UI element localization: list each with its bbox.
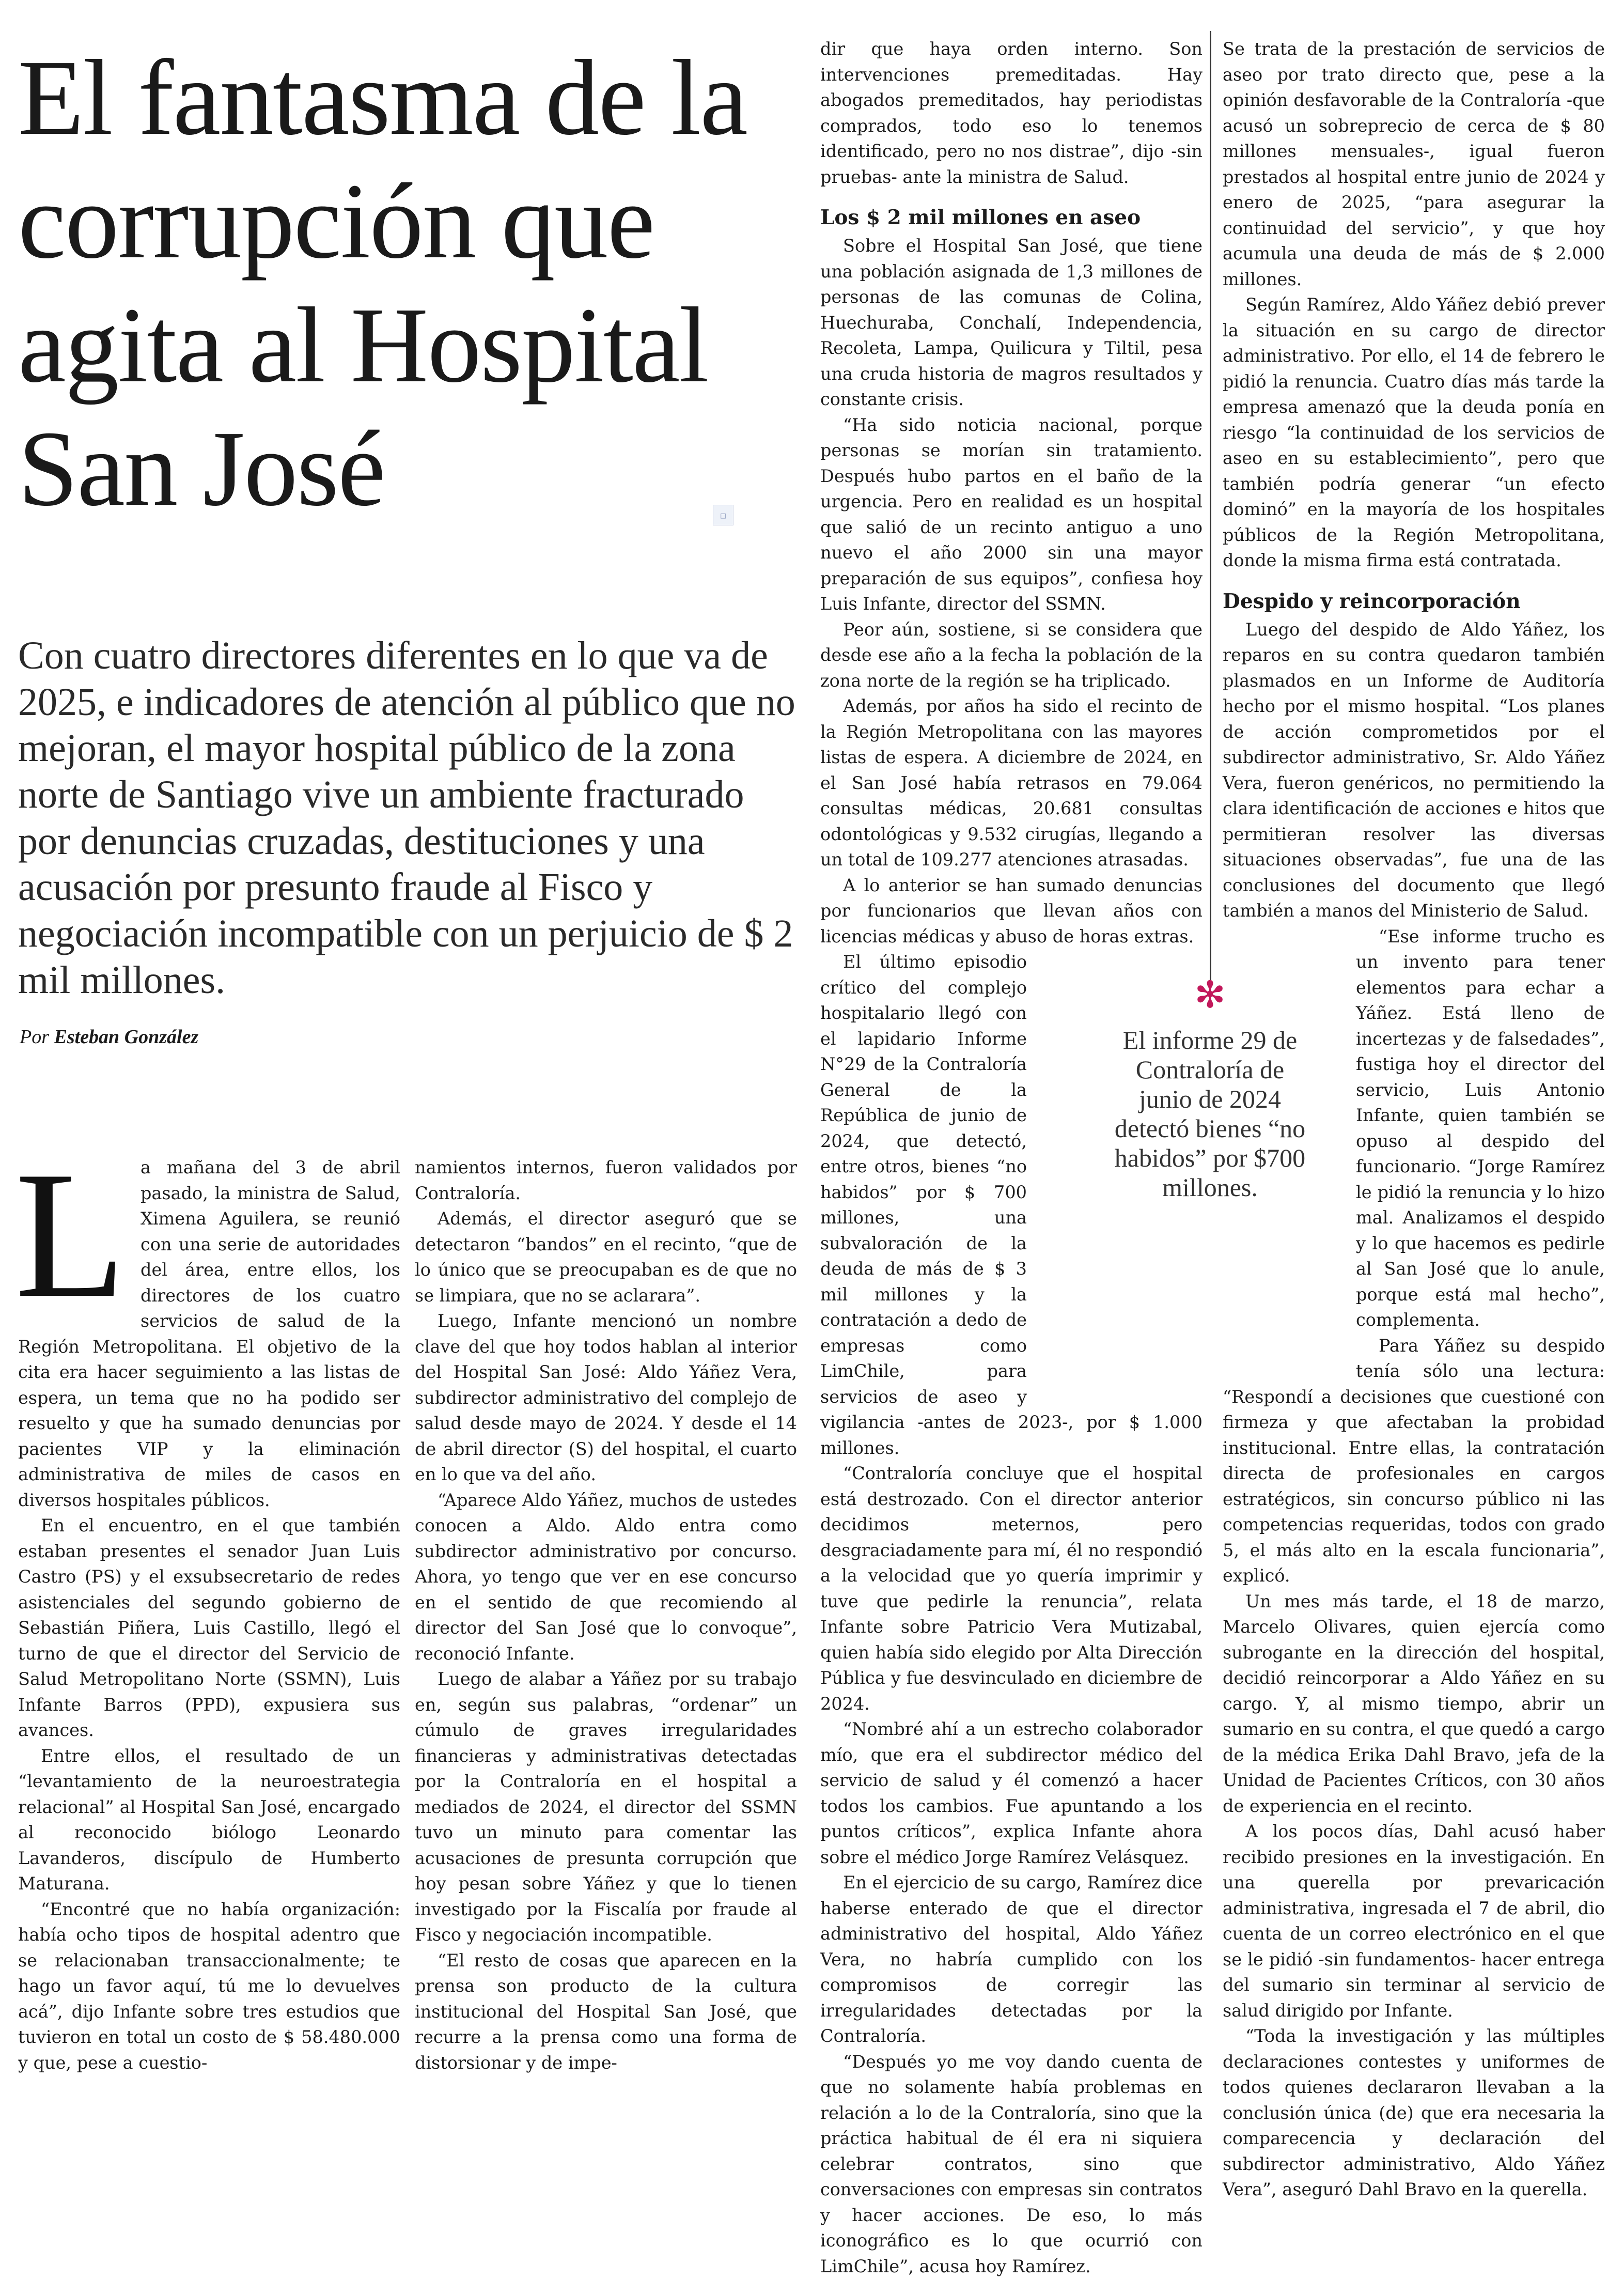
paragraph: Según Ramírez, Aldo Yáñez debió prever la situación en su cargo de director administrativo. Por ello, el 14 de febrero le pidió la renuncia. Cuatro días más tarde la empresa amenazó que la deuda ponía en riesgo “la continuidad de los servicios de aseo en su establecimiento”, pero que también podría generar “un efecto dominó” en la mayoría de los hospitales públicos de la Región Metropolitana, donde la misma firma está contratada. — [1223, 292, 1605, 573]
paragraph: Sobre el Hospital San José, que tiene una población asignada de 1,3 millones de personas de las comunas de Colina, Huechuraba, Conchalí, Independencia, Recoleta, Lampa, Quilicura y Tiltil, pesa una cruda historia de magros resultados y constante crisis. — [820, 233, 1203, 412]
article-column-1 — [18, 1155, 400, 2075]
paragraph: “Nombré ahí a un estrecho colaborador mío, que era el subdirector médico del servicio de salud y él comenzó a hacer todos los cambios. Fue apuntando a los puntos críticos”, explica Infante ahora sobre el médico Jorge Ramírez Velásquez. — [820, 1716, 1203, 1870]
article-column-2 — [415, 1155, 797, 2075]
paragraph: “Aparece Aldo Yáñez, muchos de ustedes conocen a Aldo. Aldo entra como subdirector administrativo por concurso. Ahora, yo tengo que ver en ese concurso en el sentido de que recomiendo al director del San José que lo convoque”, reconoció Infante. — [415, 1487, 797, 1667]
paragraph: “Encontré que no había organización: había ocho tipos de hospital adentro que se relacionaban transaccionalmente; te hago un favor aquí, tú me lo devuelves acá”, dijo Infante sobre tres estudios que tuvieron en total un costo de $ 58.480.000 y que, pese a cuestio- — [18, 1897, 400, 2076]
paragraph: A los pocos días, Dahl acusó haber recibido presiones en la investigación. En una querella por prevaricación administrativa, ingresada el 7 de abril, dio cuenta de un correo electrónico en el que se le pidió -sin fundamentos- hacer entrega del sumario sin terminar al servicio de salud dirigido por Infante. — [1223, 1819, 1605, 2023]
byline-prefix: Por — [20, 1026, 49, 1048]
paragraph: En el ejercicio de su cargo, Ramírez dice haberse enterado de que el director administrativo del hospital, Aldo Yáñez Vera, no habría cumplido con los compromisos de corregir las irregularidades detectadas por la Contraloría. — [820, 1870, 1203, 2049]
pullquote-text: El informe 29 de Contraloría de junio de 2024 detectó bienes “no habidos” por $700 millones. — [1113, 1026, 1307, 1202]
paragraph: Además, por años ha sido el recinto de la Región Metropolitana con las mayores listas de espera. A diciembre de 2024, en el San José había retrasos en 79.064 consultas médicas, 20.681 consultas odontológicas y 9.532 cirugías, llegando a un total de 109.277 atenciones atrasadas. — [820, 693, 1203, 873]
paragraph: Para Yáñez su despido tenía sólo una lectura: “Respondí a decisiones que cuestioné con firmeza y que afectaban la probidad institucional. Entre ellas, la contratación directa de profesionales en cargos estratégicos, sin concurso público ni las competencias requeridas, todos con grado 5, el más alto en la escala funcionaria”, explicó. — [1223, 1333, 1605, 1589]
paragraph: dir que haya orden interno. Son intervenciones premeditadas. Hay abogados premeditados, hay periodistas comprados, todo eso lo tenemos identificado, pero no nos distrae”, dijo -sin pruebas- ante la ministra de Salud. — [820, 36, 1203, 190]
byline — [20, 1026, 198, 1048]
section-subhead-aseo: Los $ 2 mil millones en aseo — [820, 204, 1203, 231]
paragraph: “Ha sido noticia nacional, porque personas se morían sin tratamiento. Después hubo partos en el baño de la urgencia. Pero en realidad es un hospital que salió de un recinto antiguo a uno nuevo el año 2000 sin una mayor preparación de sus equipos”, confiesa hoy Luis Infante, director del SSMN. — [820, 412, 1203, 617]
paragraph: Entre ellos, el resultado de un “levantamiento de la neuroestrategia relacional” al Hospital San José, encargado al reconocido biólogo Leonardo Lavanderos, discípulo de Humberto Maturana. — [18, 1743, 400, 1897]
paragraph: Además, el director aseguró que se detectaron “bandos” en el recinto, “que de lo único que se preocupaban es de que no se limpiara, que no se aclarara”. — [415, 1206, 797, 1308]
paragraph: Peor aún, sostiene, si se considera que desde ese año a la fecha la población de la zona norte de la región se ha triplicado. — [820, 617, 1203, 694]
paragraph: a mañana del 3 de abril pasado, la ministra de Salud, Ximena Aguilera, se reunió con una serie de autoridades del área, entre ellos, los directores de los cuatro servicios de salud de la Región Metropolitana. El objetivo de la cita era hacer seguimiento a las listas de espera, un tema que no ha podido ser resuelto y que ha sumado denuncias por pacientes VIP y la eliminación administrativa de miles de casos en diversos hospitales públicos. — [18, 1155, 400, 1513]
image-placeholder-icon: ▫ — [713, 505, 733, 525]
paragraph: Un mes más tarde, el 18 de marzo, Marcelo Olivares, quien ejercía como subrogante en la dirección del hospital, decidió reincorporar a Aldo Yáñez en su cargo. Y, al mismo tiempo, abrir un sumario en su contra, el que quedó a cargo de la médica Erika Dahl Bravo, jefa de la Unidad de Pacientes Críticos, con 30 años de experiencia en el recinto. — [1223, 1589, 1605, 1819]
subheadline-dek: Con cuatro directores diferentes en lo que va de 2025, e indicadores de atención al público que no mejoran, el mayor hospital público de la zona norte de Santiago vive un ambiente fracturado por denuncias cruzadas, destituciones y una acusación por presunto fraude al Fisco y negociación incompatible con un perjuicio de $ 2 mil millones. — [18, 633, 803, 1003]
paragraph: namientos internos, fueron validados por Contraloría. — [415, 1155, 797, 1206]
drop-cap: L — [15, 1160, 126, 1315]
column-divider — [1210, 31, 1211, 984]
paragraph: Luego, Infante mencionó un nombre clave del que hoy todos hablan al interior del Hospital San José: Aldo Yáñez Vera, subdirector administrativo del complejo de salud desde mayo de 2024. Y desde el 14 de abril director (S) del hospital, el cuarto en lo que va del año. — [415, 1308, 797, 1487]
paragraph: “Toda la investigación y las múltiples declaraciones contestes y uniformes de todos quienes declararon llevaban a la conclusión única (de) que era necesaria la comparecencia y declaración del subdirector administrativo, Aldo Yáñez Vera”, aseguró Dahl Bravo en la querella. — [1223, 2023, 1605, 2203]
headline: El fantasma de la corrupción que agita al Hospital San José — [18, 36, 803, 531]
paragraph: “Después yo me voy dando cuenta de que no solamente había problemas en relación a lo de la Contraloría, sino que la práctica habitual de él era ni siquiera celebrar contratos, sino que conversaciones con empresas sin contratos y hacer acciones. De eso, lo más iconográfico es lo que ocurrió con LimChile”, acusa hoy Ramírez. — [820, 2049, 1203, 2279]
paragraph: En el encuentro, en el que también estaban presentes el senador Juan Luis Castro (PS) y el exsubsecretario de redes asistenciales del segundo gobierno de Sebastián Piñera, Luis Castillo, llegó el turno de que el director del Servicio de Salud Metropolitano Norte (SSMN), Luis Infante Barros (PPD), expusiera sus avances. — [18, 1513, 400, 1743]
paragraph: El último episodio crítico del complejo hospitalario llegó con el lapidario Informe N°29 de la Contraloría General de la República de junio de 2024, que detectó, entre otros, bienes “no habidos” por $ 700 millones, una subvaloración de la deuda de más de $ 3 mil millones y la contratación a dedo de empresas como LimChile, para servicios de aseo y vigilancia -antes de 2023-, por $ 1.000 millones. — [820, 949, 1203, 1461]
paragraph: “Contraloría concluye que el hospital está destrozado. Con el director anterior decidimos meternos, pero desgraciadamente para mí, él no respondió a la velocidad que yo quería imprimir y tuve que pedirle la renuncia”, relata Infante sobre Patricio Vera Mutizabal, quien había sido elegido por Alta Dirección Pública y fue desvinculado en diciembre de 2024. — [820, 1461, 1203, 1716]
byline-author: Esteban González — [54, 1026, 199, 1048]
paragraph: Se trata de la prestación de servicios de aseo por trato directo que, pese a la opinión desfavorable de la Contraloría -que acusó un sobreprecio de cerca de $ 80 millones mensuales-, igual fueron prestados al hospital entre junio de 2024 y enero de 2025, “para asegurar la continuidad del servicio”, y que hoy acumula una deuda de más de $ 2.000 millones. — [1223, 36, 1605, 292]
pullquote — [1113, 974, 1307, 1202]
section-subhead-despido: Despido y reincorporación — [1223, 588, 1605, 615]
asterisk-ornament-icon: ✻ — [1113, 974, 1307, 1015]
paragraph: Luego de alabar a Yáñez por su trabajo en, según sus palabras, “ordenar” un cúmulo de graves irregularidades financieras y administrativas detectadas por la Contraloría en el hospital a mediados de 2024, el director del SSMN tuvo un minuto para comentar las acusaciones de presunta corrupción que hoy pesan sobre Yáñez y que lo tienen investigado por la Fiscalía por fraude al Fisco y negociación incompatible. — [415, 1666, 797, 1948]
paragraph: “Ese informe trucho es un invento para tener elementos para echar a Yáñez. Está lleno de incertezas y de falsedades”, fustiga hoy el director del servicio, Luis Antonio Infante, quien también se opuso al despido del funcionario. “Jorge Ramírez le pidió la renuncia y lo hizo mal. Analizamos el despido y lo que hacemos es pedirle al San José que lo anule, porque está mal hecho”, complementa. — [1223, 924, 1605, 1333]
paragraph: Luego del despido de Aldo Yáñez, los reparos en su contra quedaron también plasmados en un Informe de Auditoría hecho por el mismo hospital. “Los planes de acción comprometidos por el subdirector administrativo, Sr. Aldo Yáñez Vera, fueron genéricos, no permitiendo la clara identificación de acciones e hitos que permitieran resolver las diversas situaciones observadas”, fue una de las conclusiones del documento que llegó también a manos del Ministerio de Salud. — [1223, 617, 1605, 924]
paragraph: “El resto de cosas que aparecen en la prensa son producto de la cultura institucional del Hospital San José, que recurre a la prensa como una forma de distorsionar y de impe- — [415, 1948, 797, 2076]
paragraph: A lo anterior se han sumado denuncias por funcionarios que llevan años con licencias médicas y abuso de horas extras. — [820, 873, 1203, 950]
